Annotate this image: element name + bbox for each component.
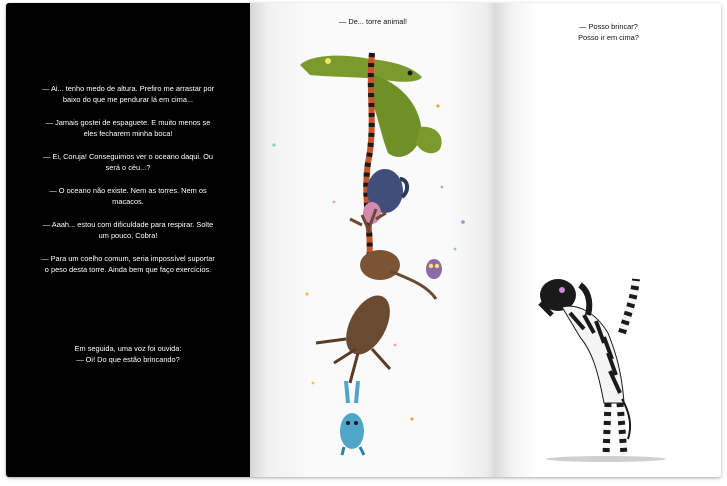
snake bbox=[366, 53, 372, 273]
zebra bbox=[540, 279, 666, 462]
owl bbox=[426, 259, 442, 279]
rabbit bbox=[340, 381, 364, 455]
animal-tower-illustration bbox=[250, 3, 496, 477]
dialogue-block bbox=[6, 83, 250, 287]
zebra-illustration bbox=[496, 3, 721, 477]
book-spread bbox=[6, 3, 721, 477]
dialogue-line: — Aaah... estou com dificuldade para respirar. Solte um pouco, Cobra! bbox=[42, 220, 214, 240]
dialogue-line: — Jamais gostei de espaguete. E muito menos se eles fecharem minha boca! bbox=[45, 118, 211, 138]
right-page bbox=[496, 3, 721, 477]
dialogue-line: — Ei, Coruja! Conseguimos ver o oceano daqui. Ou será o céu...? bbox=[42, 152, 214, 172]
left-page bbox=[6, 3, 250, 477]
zebra-caption-line: Posso ir em cima? bbox=[578, 33, 639, 42]
dialogue-line: — O oceano não existe. Nem as torres. Nem os macacos. bbox=[49, 186, 207, 206]
elephant bbox=[363, 169, 407, 224]
deer bbox=[316, 209, 436, 383]
dialogue-line: — Ai... tenho medo de altura. Prefiro me arrastar por baixo do que me pendurar lá em cima... bbox=[41, 84, 215, 104]
zebra-caption-line: — Posso brincar? bbox=[579, 22, 638, 31]
closing-line: Em seguida, uma voz foi ouvida: bbox=[74, 344, 182, 353]
dialogue-line: — Para um coelho comum, seria impossível suportar o peso desta torre. Ainda bem que faço exercícios. bbox=[41, 254, 215, 274]
tower-caption: — De... torre animal! bbox=[338, 17, 408, 26]
middle-page bbox=[250, 3, 496, 477]
closing-line: — Oi! Do que estão brincando? bbox=[76, 355, 180, 364]
closing-text bbox=[6, 343, 250, 365]
